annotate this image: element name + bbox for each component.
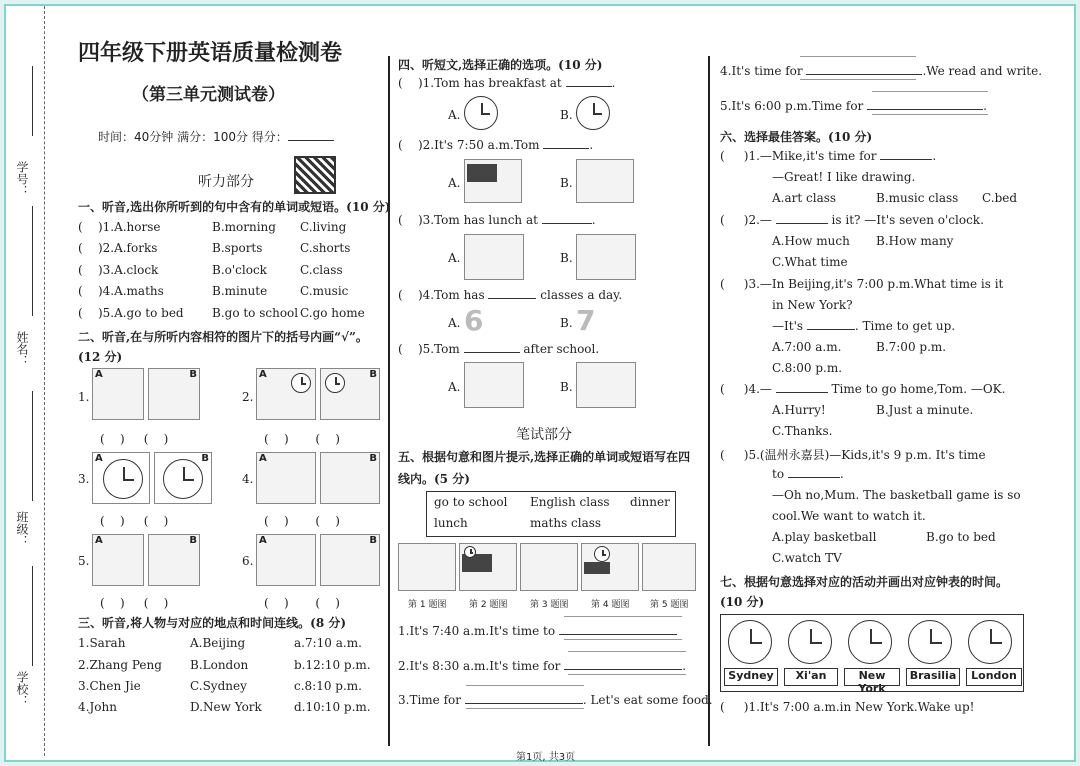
exam-title: 四年级下册英语质量检测卷	[78, 41, 343, 66]
s4-q5: ( )5.Tom after school.	[398, 342, 600, 356]
s2-pic-5a: A	[92, 534, 144, 586]
section-5-title: 五、根据句意和图片提示,选择正确的单词或短语写在四线内。(5 分)	[398, 450, 691, 486]
s2-pic-5b: B	[148, 534, 200, 586]
s7-clock-london	[968, 620, 1012, 664]
s5-word-4: lunch	[434, 516, 468, 530]
s5-fig-label-5: 第 5 题图	[650, 600, 689, 610]
s5-q2-guide	[568, 651, 686, 675]
s4-q4-digit-b: 7	[576, 304, 596, 337]
s7-city-newyork: New York	[844, 668, 900, 686]
s7-city-xian: Xi'an	[784, 668, 838, 686]
listening-heading: 听力部分	[198, 174, 254, 190]
s5-q1-guide	[564, 616, 682, 640]
s6-q4-opts: A.Hurry! B.Just a minute.	[772, 403, 974, 417]
binding-dash-line	[44, 6, 45, 756]
s5-q5-guide	[872, 91, 988, 115]
s2-pic-3b: B	[154, 452, 212, 504]
s7-city-brasilia: Brasilia	[906, 668, 960, 686]
s5-q3-guide	[466, 685, 584, 709]
s2-num-4: 4.	[242, 472, 254, 486]
s2-paren-4: ( ) ( )	[264, 514, 340, 528]
s2-pic-4b: B	[320, 452, 380, 504]
page-footer: 第1页, 共3页	[516, 752, 576, 763]
s2-pic-2a: A	[256, 368, 316, 420]
column-divider-2	[708, 56, 710, 746]
s2-num-6: 6.	[242, 554, 254, 568]
s5-q5: 5.It's 6:00 p.m.Time for .	[720, 99, 987, 113]
s2-pic-6a: A	[256, 534, 316, 586]
s5-word-1: go to school	[434, 495, 508, 509]
s4-q2-pic-a	[464, 159, 522, 203]
s1-row-2: ( )2.A.forks B.sports C.shorts	[78, 241, 351, 255]
s6-q5-reply: —Oh no,Mum. The basketball game is so	[772, 488, 1021, 502]
s1-row-4: ( )4.A.maths B.minute C.music	[78, 284, 349, 298]
s2-pic-6b: B	[320, 534, 380, 586]
s2-paren-6: ( ) ( )	[264, 596, 340, 610]
s4-q3-pic-b	[576, 234, 636, 280]
s2-pic-4a: A	[256, 452, 316, 504]
s5-fig-label-3: 第 3 题图	[530, 600, 569, 610]
s2-num-2: 2.	[242, 390, 254, 404]
s7-clock-xian	[788, 620, 832, 664]
s6-q1-reply: —Great! I like drawing.	[772, 170, 916, 184]
section-1-title: 一、听音,选出你所听到的句中含有的单词或短语。(10 分)	[78, 200, 391, 214]
s5-q4-guide	[800, 56, 916, 80]
s5-q1: 1.It's 7:40 a.m.It's time to	[398, 624, 677, 638]
section-2-points: (12 分)	[78, 350, 123, 364]
s5-word-3: dinner	[630, 495, 670, 509]
s1-row-3: ( )3.A.clock B.o'clock C.class	[78, 263, 343, 277]
exam-info-text: 时间：40分钟 满分：100分 得分：	[98, 130, 288, 144]
s2-paren-2: ( ) ( )	[264, 432, 340, 446]
s4-q1-b: B.	[560, 108, 573, 122]
exam-subtitle: （第三单元测试卷）	[132, 85, 285, 105]
s5-fig-1	[398, 543, 456, 591]
s6-q1-opts: A.art class B.music class C.bed	[772, 191, 1018, 205]
s4-q1: ( )1.Tom has breakfast at .	[398, 76, 616, 90]
s2-pic-3a: A	[92, 452, 150, 504]
section-7-title: 七、根据句意选择对应的活动并画出对应钟表的时间。	[720, 575, 1009, 589]
s6-q3-reply: —It's . Time to get up.	[772, 319, 956, 333]
s6-q5-line2: to .	[772, 467, 844, 481]
s6-q5: ( )5.(温州永嘉县)—Kids,it's 9 p.m. It's time	[720, 448, 986, 462]
s4-q5-a: A.	[448, 380, 461, 394]
name-line	[32, 206, 33, 316]
s4-q3: ( )3.Tom has lunch at .	[398, 213, 596, 227]
s7-q1: ( )1.It's 7:00 a.m.in New York.Wake up!	[720, 700, 975, 714]
s4-q2-b: B.	[560, 176, 573, 190]
s5-fig-4	[581, 543, 639, 591]
s5-q3: 3.Time for . Let's eat some food.	[398, 693, 713, 707]
s4-q1-clock-a	[464, 96, 498, 130]
s4-q4-a: A.	[448, 316, 461, 330]
class-label: 班级：	[15, 511, 29, 547]
s5-word-5: maths class	[530, 516, 602, 530]
exam-sheet	[4, 4, 1076, 762]
s5-q2: 2.It's 8:30 a.m.It's time for .	[398, 659, 687, 673]
s4-q3-pic-a	[464, 234, 524, 280]
s6-q2: ( )2.— is it? —It's seven o'clock.	[720, 213, 984, 227]
section-2-title: 二、听音,在与所听内容相符的图片下的括号内画“√”。	[78, 330, 368, 344]
s7-clock-sydney	[728, 620, 772, 664]
s7-city-sydney: Sydney	[724, 668, 778, 686]
s6-q3: ( )3.—In Beijing,it's 7:00 p.m.What time is it	[720, 277, 1004, 291]
s5-fig-label-2: 第 2 题图	[469, 600, 508, 610]
exam-info	[98, 128, 334, 145]
s5-fig-label-1: 第 1 题图	[408, 600, 447, 610]
section-4-title: 四、听短文,选择正确的选项。(10 分)	[398, 58, 603, 72]
s4-q4: ( )4.Tom has classes a day.	[398, 288, 623, 302]
s1-row-1: ( )1.A.horse B.morning C.living	[78, 220, 347, 234]
s7-city-london: London	[966, 668, 1022, 686]
s6-q5-opt-c: C.watch TV	[772, 551, 842, 565]
s4-q4-b: B.	[560, 316, 573, 330]
s4-q1-a: A.	[448, 108, 461, 122]
s5-fig-3	[520, 543, 578, 591]
s6-q2-opt-c: C.What time	[772, 255, 848, 269]
s6-q5-reply2: cool.We want to watch it.	[772, 509, 926, 523]
student-no-line	[32, 66, 33, 136]
s4-q2: ( )2.It's 7:50 a.m.Tom .	[398, 138, 594, 152]
s3-row-3: 3.Chen Jie C.Sydney c.8:10 p.m.	[78, 679, 362, 693]
student-no-label: 学号：	[15, 161, 29, 197]
s7-clock-brasilia	[908, 620, 952, 664]
s4-q3-a: A.	[448, 251, 461, 265]
s6-q2-opts: A.How much B.How many	[772, 234, 954, 248]
s4-q2-a: A.	[448, 176, 461, 190]
qr-code	[294, 156, 336, 194]
s2-pic-2b: B	[320, 368, 380, 420]
section-6-title: 六、选择最佳答案。(10 分)	[720, 130, 873, 144]
s5-fig-2	[459, 543, 517, 591]
s4-q1-clock-b	[576, 96, 610, 130]
school-label: 学校：	[15, 671, 29, 707]
s4-q4-digit-a: 6	[464, 304, 484, 337]
s5-fig-label-4: 第 4 题图	[591, 600, 630, 610]
writing-heading: 笔试部分	[516, 427, 572, 443]
s5-q4: 4.It's time for .We read and write.	[720, 64, 1043, 78]
s6-q1: ( )1.—Mike,it's time for .	[720, 149, 937, 163]
s2-num-5: 5.	[78, 554, 90, 568]
s2-paren-5: ( ) ( )	[100, 596, 169, 610]
s6-q5-opts: A.play basketball B.go to bed	[772, 530, 996, 544]
column-divider-1	[388, 56, 390, 746]
s6-q3-opts: A.7:00 a.m. B.7:00 p.m.	[772, 340, 947, 354]
s6-q3-opt-c: C.8:00 p.m.	[772, 361, 843, 375]
s6-q3-line2: in New York?	[772, 298, 853, 312]
s2-num-1: 1.	[78, 390, 90, 404]
school-line	[32, 566, 33, 666]
class-line	[32, 391, 33, 501]
s3-row-2: 2.Zhang Peng B.London b.12:10 p.m.	[78, 658, 371, 672]
s3-row-1: 1.Sarah A.Beijing a.7:10 a.m.	[78, 636, 362, 650]
s2-paren-1: ( ) ( )	[100, 432, 169, 446]
s6-q4: ( )4.— Time to go home,Tom. —OK.	[720, 382, 1006, 396]
section-7-points: (10 分)	[720, 595, 765, 609]
s4-q5-pic-a	[464, 362, 524, 408]
s3-row-4: 4.John D.New York d.10:10 p.m.	[78, 700, 371, 714]
s5-word-2: English class	[530, 495, 610, 509]
s2-paren-3: ( ) ( )	[100, 514, 169, 528]
s2-pic-1a: A	[92, 368, 144, 420]
s6-q4-opt-c: C.Thanks.	[772, 424, 833, 438]
s4-q2-pic-b	[576, 159, 634, 203]
s4-q3-b: B.	[560, 251, 573, 265]
name-label: 姓名：	[15, 331, 29, 367]
s7-clock-newyork	[848, 620, 892, 664]
s4-q5-b: B.	[560, 380, 573, 394]
s4-q5-pic-b	[576, 362, 636, 408]
section-3-title: 三、听音,将人物与对应的地点和时间连线。(8 分)	[78, 616, 347, 630]
s5-fig-5	[642, 543, 696, 591]
s1-row-5: ( )5.A.go to bed B.go to school C.go home	[78, 306, 365, 320]
s2-pic-1b: B	[148, 368, 200, 420]
s2-num-3: 3.	[78, 472, 90, 486]
